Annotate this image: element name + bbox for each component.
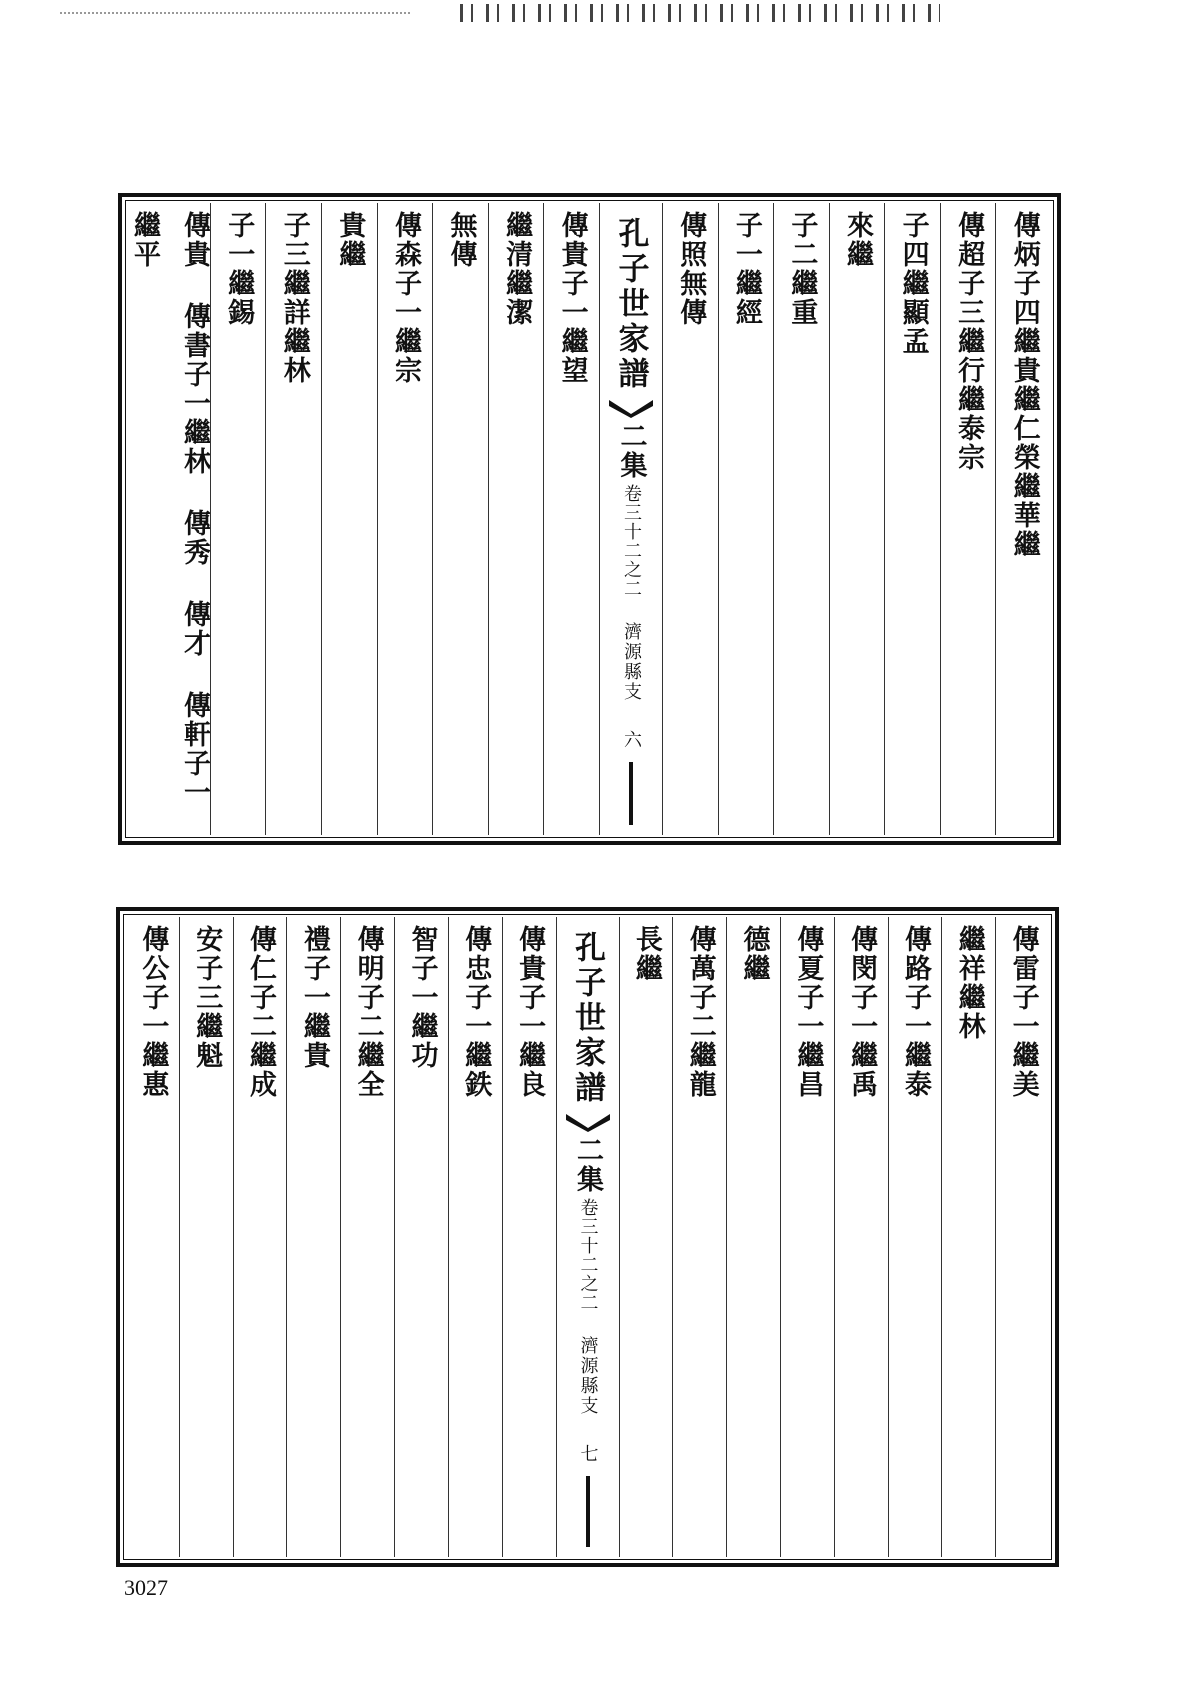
lower-column: 安子三繼魁 [180,917,234,1557]
lower-column: 智子一繼功 [395,917,449,1557]
lower-column: 傳明子二繼全 [341,917,395,1557]
lower-column: 傳夏子一繼昌 [781,917,835,1557]
lower-column: 傳萬子二繼龍 [673,917,727,1557]
page-number: 3027 [124,1575,168,1600]
upper-columns [128,203,1051,835]
lower-column: 傳仁子二繼成 [234,917,288,1557]
lower-columns [126,917,1049,1557]
lower-column: 傳閔子一繼禹 [835,917,889,1557]
fish-tail-mark-icon [564,1112,612,1132]
lower-column: 傳貴子一繼良 [503,917,557,1557]
upper-column: 子三繼詳繼林 [266,203,322,835]
fish-tail-mark-icon [607,398,655,418]
upper-center-header [600,203,663,835]
upper-page-panel [118,193,1061,845]
upper-column: 傳貴子一繼望 [544,203,600,835]
upper-column: 子一繼錫 [211,203,267,835]
scan-dots [60,12,410,14]
upper-column: 貴繼 [322,203,378,835]
juan-label: 卷三十二之二 [577,1198,599,1312]
volume-label: 二集 [615,422,647,480]
volume-label: 二集 [572,1136,603,1194]
upper-column: 傳炳子四繼貴繼仁榮繼華繼 [1008,211,1040,559]
lower-column: 傳路子一繼泰 [889,917,943,1557]
book-title: 孔子世家譜 [569,931,605,1106]
lower-column: 傳雷子一繼美 [1007,925,1039,1099]
lower-column: 長繼 [620,917,674,1557]
upper-column: 無傳 [433,203,489,835]
branch-label: 濟源縣支 [577,1336,599,1416]
top-scan-marks [60,4,960,26]
upper-column: 傳超子三繼行繼泰宗 [941,203,997,835]
lower-column: 德繼 [727,917,781,1557]
lower-column: 繼祥繼林 [942,917,996,1557]
upper-column: 子二繼重 [774,203,830,835]
lower-column: 傳公子一繼惠 [126,917,180,1557]
lower-column: 禮子一繼貴 [287,917,341,1557]
scan-bars [460,4,940,22]
center-rule [629,762,633,825]
branch-label: 濟源縣支 [620,622,642,702]
folio-number: 七 [577,1444,599,1462]
upper-column: 子四繼顯孟 [885,203,941,835]
lower-center-header [557,917,620,1557]
upper-column: 來繼 [830,203,886,835]
lower-page-panel [116,907,1059,1567]
upper-column: 子一繼經 [719,203,775,835]
folio-number: 六 [620,730,642,748]
upper-column: 繼清繼潔 [489,203,545,835]
upper-column: 傳貴 傳書子一繼林 傳秀 傳才 傳軒子一繼平 [128,203,211,835]
juan-label: 卷三十二之二 [620,484,642,598]
book-title: 孔子世家譜 [612,217,649,392]
center-rule [586,1476,590,1547]
upper-column: 傳森子一繼宗 [378,203,434,835]
lower-column: 傳忠子一繼鉄 [449,917,503,1557]
upper-column: 傳照無傳 [663,203,719,835]
